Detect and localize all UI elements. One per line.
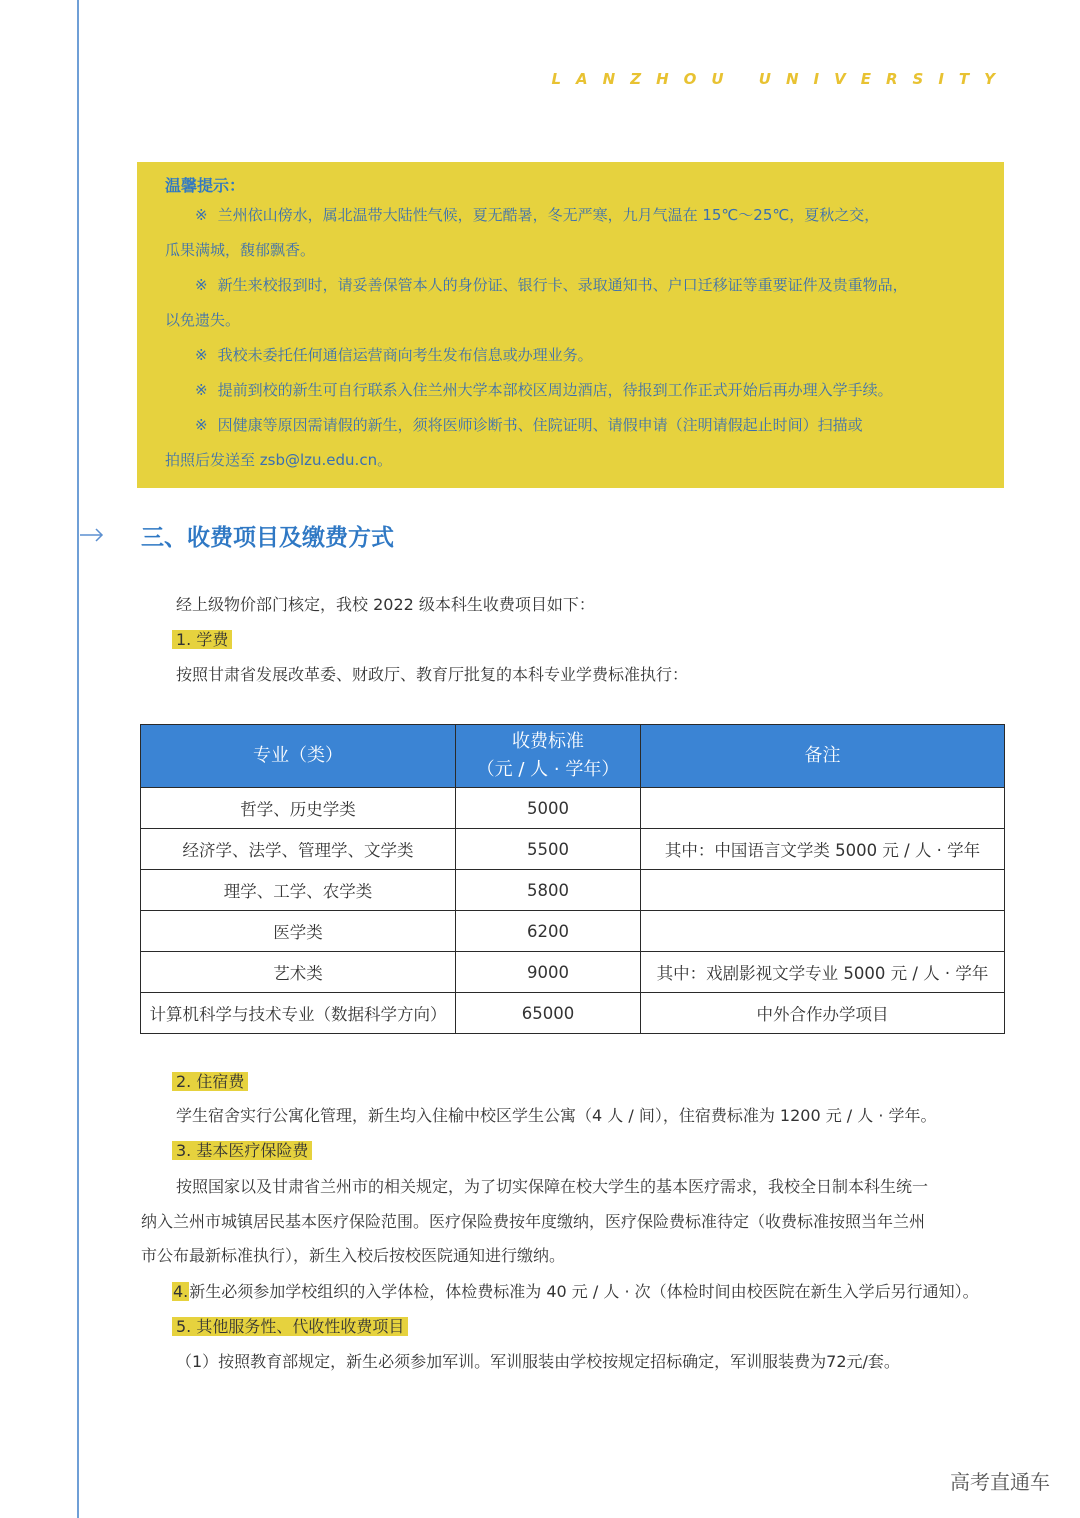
table-row [141, 993, 1005, 1034]
tip-text: 瓜果满城，馥郁飘香。 [165, 241, 316, 259]
cell-fee: 6200 [456, 911, 641, 952]
tip-line [165, 198, 978, 233]
watermark: 高考直通车 [950, 1470, 1050, 1494]
tip-line [165, 233, 978, 268]
cell-major: 医学类 [141, 911, 456, 952]
reference-mark-icon: ※ [195, 206, 208, 224]
tip-text: 新生来校报到时，请妥善保管本人的身份证、银行卡、录取通知书、户口迁移证等重要证件及贵重物品， [217, 276, 908, 294]
tuition-heading [172, 628, 232, 652]
cell-note: 其中：中国语言文学类 5000 元 / 人 · 学年 [641, 829, 1005, 870]
tip-line [165, 408, 978, 443]
tuition-table-header [141, 725, 1005, 788]
col-note: 备注 [641, 725, 1005, 788]
table-row [141, 870, 1005, 911]
section-title: 三、收费项目及缴费方式 [141, 525, 394, 551]
tip-text: 以免遗失。 [165, 311, 241, 329]
cell-fee: 65000 [456, 993, 641, 1034]
cell-fee: 5800 [456, 870, 641, 911]
tip-line [165, 373, 978, 408]
cell-note [641, 911, 1005, 952]
cell-fee: 5000 [456, 788, 641, 829]
cell-major: 哲学、历史学类 [141, 788, 456, 829]
tuition-table [140, 724, 1005, 1034]
tip-text: 我校未委托任何通信运营商向考生发布信息或办理业务。 [217, 346, 593, 364]
other-heading-label: 5. 其他服务性、代收性收费项目 [172, 1317, 408, 1336]
cell-fee: 5500 [456, 829, 641, 870]
table-row [141, 952, 1005, 993]
reference-mark-icon: ※ [195, 346, 208, 364]
university-header: LANZHOU UNIVERSITY [551, 70, 1010, 88]
cell-major: 计算机科学与技术专业（数据科学方向） [141, 993, 456, 1034]
insurance-line-2: 纳入兰州市城镇居民基本医疗保险范围。医疗保险费按年度缴纳，医疗保险费标准待定（收费标准按照当年兰州 [141, 1212, 926, 1231]
cell-note: 其中：戏剧影视文学专业 5000 元 / 人 · 学年 [641, 952, 1005, 993]
tip-text: 因健康等原因需请假的新生，须将医师诊断书、住院证明、请假申请（注明请假起止时间）扫描或 [217, 416, 863, 434]
tuition-heading-label: 1. 学费 [172, 630, 232, 649]
cell-fee: 9000 [456, 952, 641, 993]
tips-box [137, 162, 1004, 488]
col-fee-line1: 收费标准 [512, 731, 584, 752]
accommodation-heading [172, 1070, 248, 1094]
reference-mark-icon: ※ [195, 416, 208, 434]
tips-list [165, 198, 978, 478]
cell-note [641, 788, 1005, 829]
exam-paragraph [172, 1280, 979, 1304]
reference-mark-icon: ※ [195, 381, 208, 399]
tip-line [165, 443, 978, 478]
other-heading [172, 1315, 408, 1339]
section-arrow-icon [80, 526, 104, 544]
exam-text: 新生必须参加学校组织的入学体检，体检费标准为 40 元 / 人 · 次（体检时间由校医院在新生入学后另行通知）。 [189, 1282, 979, 1301]
other-item-1: （1）按照教育部规定，新生必须参加军训。军训服装由学校按规定招标确定，军训服装费为72元/套。 [176, 1352, 900, 1371]
exam-num: 4. [173, 1282, 189, 1301]
tip-line [165, 303, 978, 338]
table-row [141, 911, 1005, 952]
tip-text: 拍照后发送至 zsb@lzu.edu.cn。 [165, 451, 393, 469]
col-major: 专业（类） [141, 725, 456, 788]
insurance-heading [172, 1139, 312, 1163]
cell-major: 艺术类 [141, 952, 456, 993]
col-fee [456, 725, 641, 788]
cell-note [641, 870, 1005, 911]
intro-text: 经上级物价部门核定，我校 2022 级本科生收费项目如下： [176, 595, 595, 614]
tip-text: 提前到校的新生可自行联系入住兰州大学本部校区周边酒店，待报到工作正式开始后再办理入学手续。 [217, 381, 893, 399]
insurance-line-3: 市公布最新标准执行），新生入校后按校医院通知进行缴纳。 [141, 1246, 566, 1265]
accommodation-heading-label: 2. 住宿费 [172, 1072, 248, 1091]
accommodation-text: 学生宿舍实行公寓化管理，新生均入住榆中校区学生公寓（4 人 / 间），住宿费标准为 1200 元 / 人 · 学年。 [176, 1106, 937, 1125]
tuition-desc: 按照甘肃省发展改革委、财政厅、教育厅批复的本科专业学费标准执行： [176, 665, 689, 684]
cell-major: 经济学、法学、管理学、文学类 [141, 829, 456, 870]
tips-title: 温馨提示： [165, 176, 246, 195]
table-row [141, 829, 1005, 870]
tip-line [165, 338, 978, 373]
col-fee-line2: （元 / 人 · 学年） [476, 759, 620, 780]
tip-line [165, 268, 978, 303]
tip-text: 兰州依山傍水，属北温带大陆性气候，夏无酷暑，冬无严寒，九月气温在 15℃～25℃，夏秋之交， [217, 206, 880, 224]
cell-major: 理学、工学、农学类 [141, 870, 456, 911]
cell-note: 中外合作办学项目 [641, 993, 1005, 1034]
insurance-line-1: 按照国家以及甘肃省兰州市的相关规定，为了切实保障在校大学生的基本医疗需求，我校全日制本科生统一 [176, 1177, 929, 1196]
reference-mark-icon: ※ [195, 276, 208, 294]
table-row [141, 788, 1005, 829]
insurance-heading-label: 3. 基本医疗保险费 [172, 1141, 312, 1160]
page-margin-line [77, 0, 79, 1518]
